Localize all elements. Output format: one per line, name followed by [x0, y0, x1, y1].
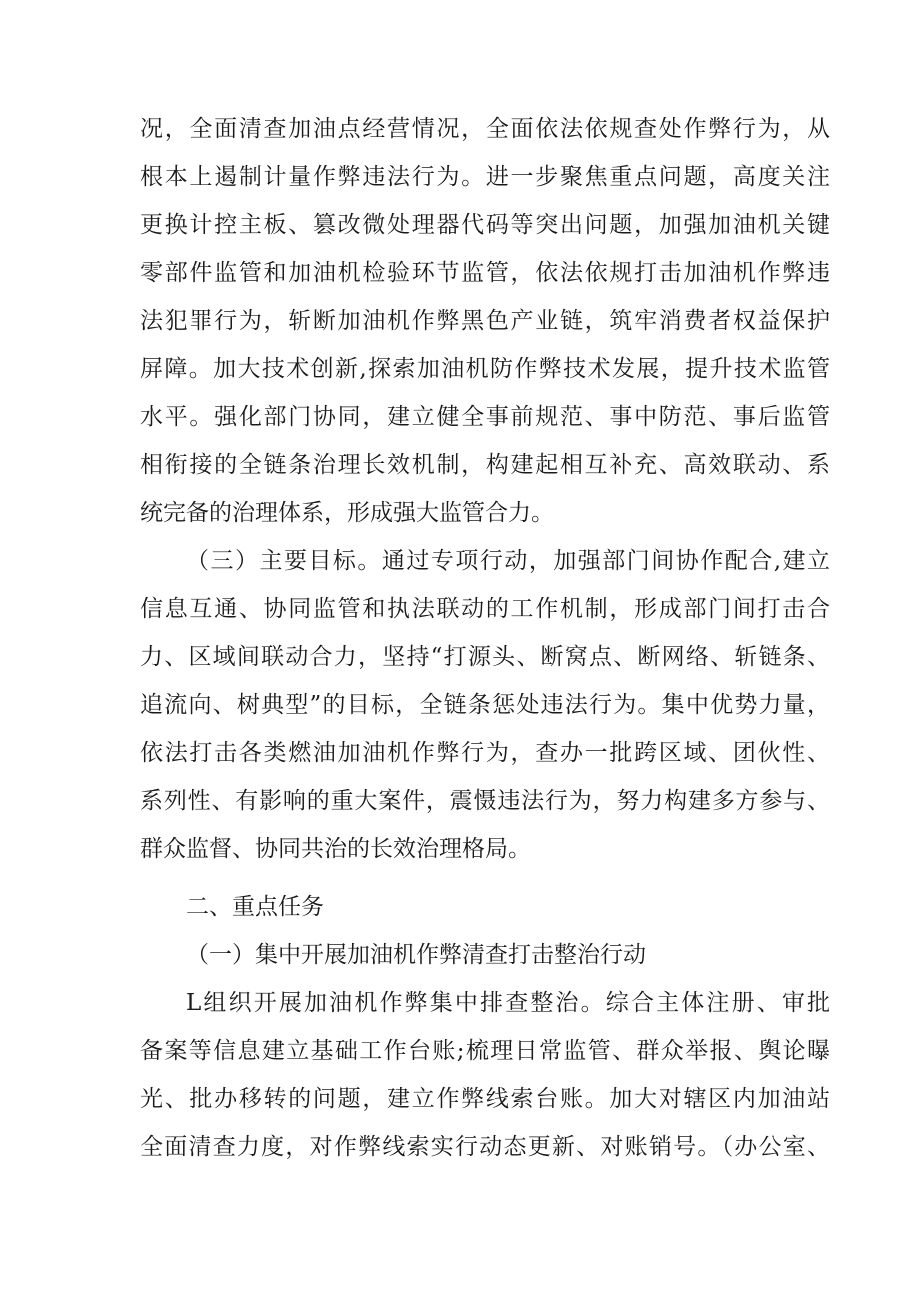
subsection-heading: （一）集中开展加油机作弊清查打击整治行动	[186, 942, 646, 968]
paragraph-line: 统完备的治理体系，形成强大监管合力。	[140, 500, 554, 526]
paragraph-line: 备案等信息建立基础工作台账;梳理日常监管、群众举报、舆论曝	[140, 1038, 830, 1064]
paragraph-line: 依法打击各类燃油加油机作弊行为，查办一批跨区域、团伙性、	[140, 740, 830, 766]
paragraph-line: 况，全面清查加油点经营情况，全面依法依规查处作弊行为，从	[140, 116, 830, 142]
paragraph-line: 零部件监管和加油机检验环节监管，依法依规打击加油机作弊违	[140, 260, 830, 286]
paragraph-line: 屏障。加大技术创新,探索加油机防作弊技术发展，提升技术监管	[140, 356, 830, 382]
paragraph-line: 相衔接的全链条治理长效机制，构建起相互补充、高效联动、系	[140, 452, 830, 478]
paragraph-line: 系列性、有影响的重大案件，震慑违法行为，努力构建多方参与、	[140, 788, 830, 814]
paragraph-line: 水平。强化部门协同，建立健全事前规范、事中防范、事后监管	[140, 404, 830, 430]
paragraph-line: 信息互通、协同监管和执法联动的工作机制，形成部门间打击合	[140, 596, 830, 622]
paragraph-line: 法犯罪行为，斩断加油机作弊黑色产业链，筑牢消费者权益保护	[140, 308, 830, 334]
paragraph-line: 根本上遏制计量作弊违法行为。进一步聚焦重点问题，高度关注	[140, 164, 830, 190]
paragraph-line: 群众监督、协同共治的长效治理格局。	[140, 836, 531, 862]
paragraph-line: 更换计控主板、篡改微处理器代码等突出问题，加强加油机关键	[140, 212, 830, 238]
paragraph-line: 追流向、树典型”的目标，全链条惩处违法行为。集中优势力量，	[140, 692, 830, 718]
paragraph-line: L组织开展加油机作弊集中排查整治。综合主体注册、审批	[186, 990, 830, 1016]
paragraph-line: 力、区域间联动合力，坚持“打源头、断窝点、断网络、斩链条、	[140, 644, 830, 670]
section-heading: 二、重点任务	[186, 894, 324, 920]
paragraph-line: （三）主要目标。通过专项行动，加强部门间协作配合,建立	[186, 548, 830, 574]
paragraph-line: 光、批办移转的问题，建立作弊线索台账。加大对辖区内加油站	[140, 1086, 830, 1112]
paragraph-line: 全面清查力度，对作弊线索实行动态更新、对账销号。（办公室、	[140, 1134, 830, 1160]
